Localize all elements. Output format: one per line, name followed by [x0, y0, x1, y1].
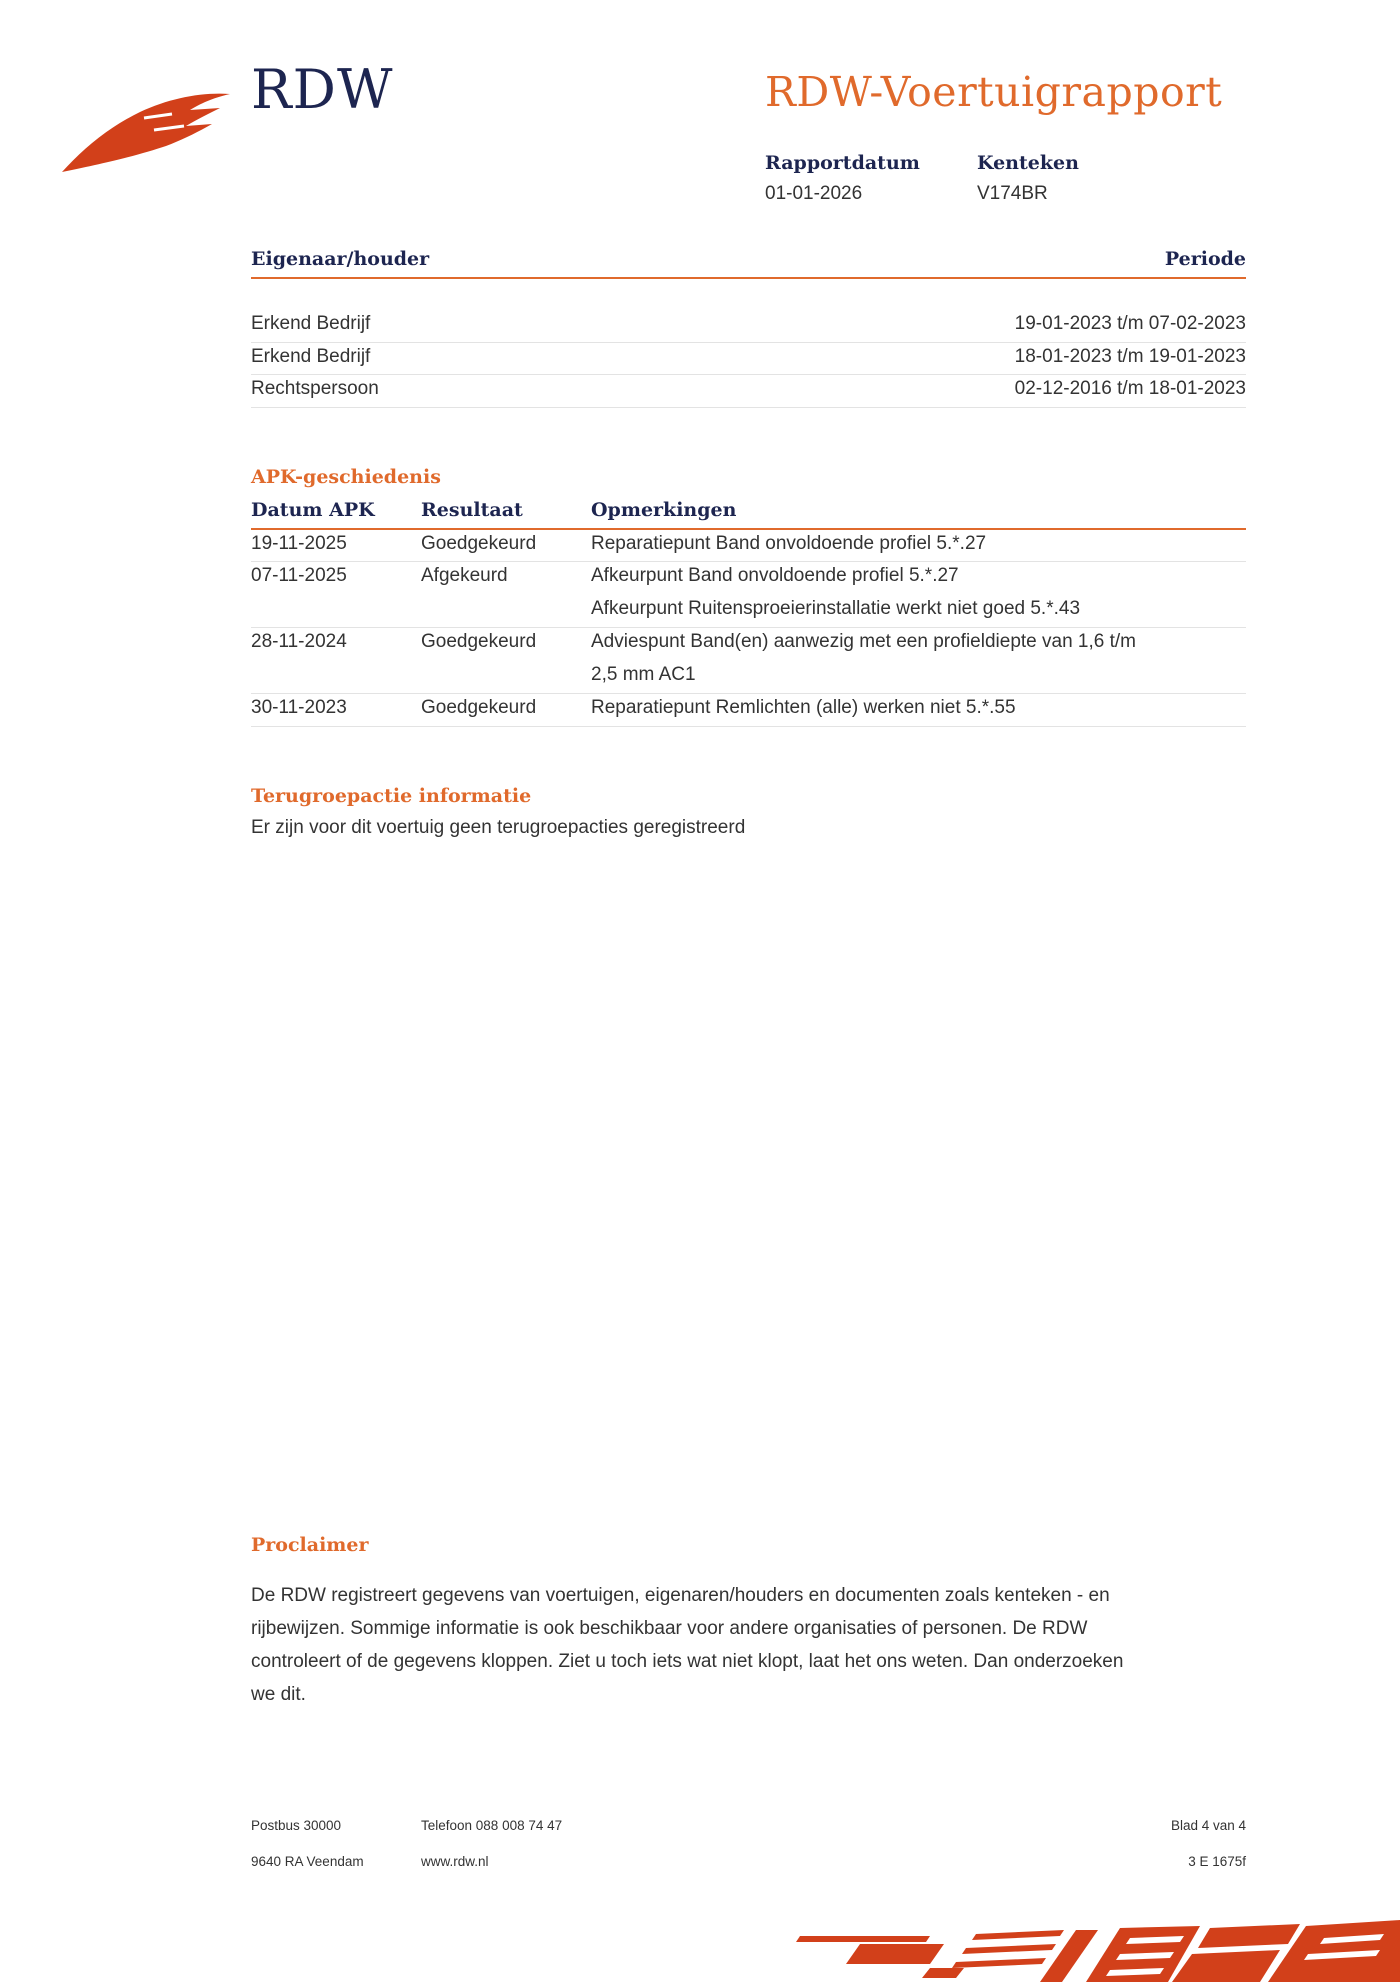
owners-col-period: Periode	[1164, 248, 1246, 270]
apk-col-date: Datum APK	[251, 499, 375, 521]
proclaimer-line: rijbewijzen. Sommige informatie is ook beschikbaar voor andere organisaties of personen. De RDW	[251, 1618, 1088, 1639]
rdw-logo-icon	[62, 90, 230, 180]
proclaimer-line: De RDW registreert gegevens van voertuigen, eigenaren/houders en documenten zoals kenteken - en	[251, 1585, 1110, 1606]
apk-row-3-remark-2: 2,5 mm AC1	[591, 664, 696, 685]
apk-row-1-date: 19-11-2025	[251, 533, 347, 554]
owner-row-1-period: 19-01-2023 t/m 07-02-2023	[1014, 313, 1246, 334]
footer-web-link[interactable]: www.rdw.nl	[421, 1854, 489, 1869]
recall-section-title: Terugroepactie informatie	[251, 785, 532, 807]
apk-row-3-remark-1: Adviespunt Band(en) aanwezig met een profieldiepte van 1,6 t/m	[591, 631, 1136, 652]
proclaimer-line: we dit.	[251, 1684, 306, 1705]
apk-row-1-result: Goedgekeurd	[421, 533, 537, 554]
owner-row-3-owner: Rechtspersoon	[251, 378, 379, 399]
apk-row-2-remark-2: Afkeurpunt Ruitensproeierinstallatie werkt niet goed 5.*.43	[591, 598, 1081, 619]
report-date-value: 01-01-2026	[765, 183, 863, 204]
apk-row-1-remark: Reparatiepunt Band onvoldoende profiel 5.*.27	[591, 533, 987, 554]
owner-row-1-owner: Erkend Bedrijf	[251, 313, 371, 334]
footer-postbus: Postbus 30000	[251, 1818, 342, 1833]
row-divider	[251, 374, 1246, 375]
apk-row-4-result: Goedgekeurd	[421, 697, 537, 718]
plate-value: V174BR	[977, 183, 1048, 204]
report-title: RDW-Voertuigrapport	[765, 68, 1223, 116]
row-divider	[251, 561, 1246, 562]
owners-header-rule	[251, 277, 1246, 279]
apk-row-2-remark-1: Afkeurpunt Band onvoldoende profiel 5.*.27	[591, 565, 959, 586]
row-divider	[251, 693, 1246, 694]
proclaimer-title: Proclaimer	[251, 1534, 369, 1556]
apk-row-2-date: 07-11-2025	[251, 565, 347, 586]
apk-row-4-remark: Reparatiepunt Remlichten (alle) werken niet 5.*.55	[591, 697, 1016, 718]
footer-code: 3 E 1675f	[1188, 1854, 1246, 1869]
owner-row-2-period: 18-01-2023 t/m 19-01-2023	[1014, 346, 1246, 367]
owner-row-3-period: 02-12-2016 t/m 18-01-2023	[1014, 378, 1246, 399]
owner-row-2-owner: Erkend Bedrijf	[251, 346, 371, 367]
apk-row-4-date: 30-11-2023	[251, 697, 347, 718]
proclaimer-line: controleert of de gegevens kloppen. Ziet u toch iets wat niet klopt, laat het ons weten. Dan onderzoeken	[251, 1651, 1124, 1672]
apk-col-result: Resultaat	[421, 499, 523, 521]
recall-text: Er zijn voor dit voertuig geen terugroepacties geregistreerd	[251, 817, 746, 838]
plate-label: Kenteken	[977, 152, 1079, 174]
apk-row-3-result: Goedgekeurd	[421, 631, 537, 652]
row-divider	[251, 342, 1246, 343]
owners-col-owner: Eigenaar/houder	[251, 248, 430, 270]
footer-city: 9640 RA Veendam	[251, 1854, 364, 1869]
row-divider	[251, 627, 1246, 628]
apk-row-2-result: Afgekeurd	[421, 565, 508, 586]
apk-header-rule	[251, 528, 1246, 530]
apk-col-remarks: Opmerkingen	[591, 499, 737, 521]
report-date-label: Rapportdatum	[765, 152, 920, 174]
row-divider	[251, 407, 1246, 408]
logo-text: RDW	[251, 58, 394, 121]
footer-phone: Telefoon 088 008 74 47	[421, 1818, 563, 1833]
proclaimer-text	[251, 1579, 1241, 1711]
row-divider	[251, 726, 1246, 727]
apk-section-title: APK-geschiedenis	[251, 466, 441, 488]
footer-page-number: Blad 4 van 4	[1170, 1818, 1246, 1833]
decorative-stripes-icon	[780, 1920, 1400, 1982]
apk-row-3-date: 28-11-2024	[251, 631, 347, 652]
